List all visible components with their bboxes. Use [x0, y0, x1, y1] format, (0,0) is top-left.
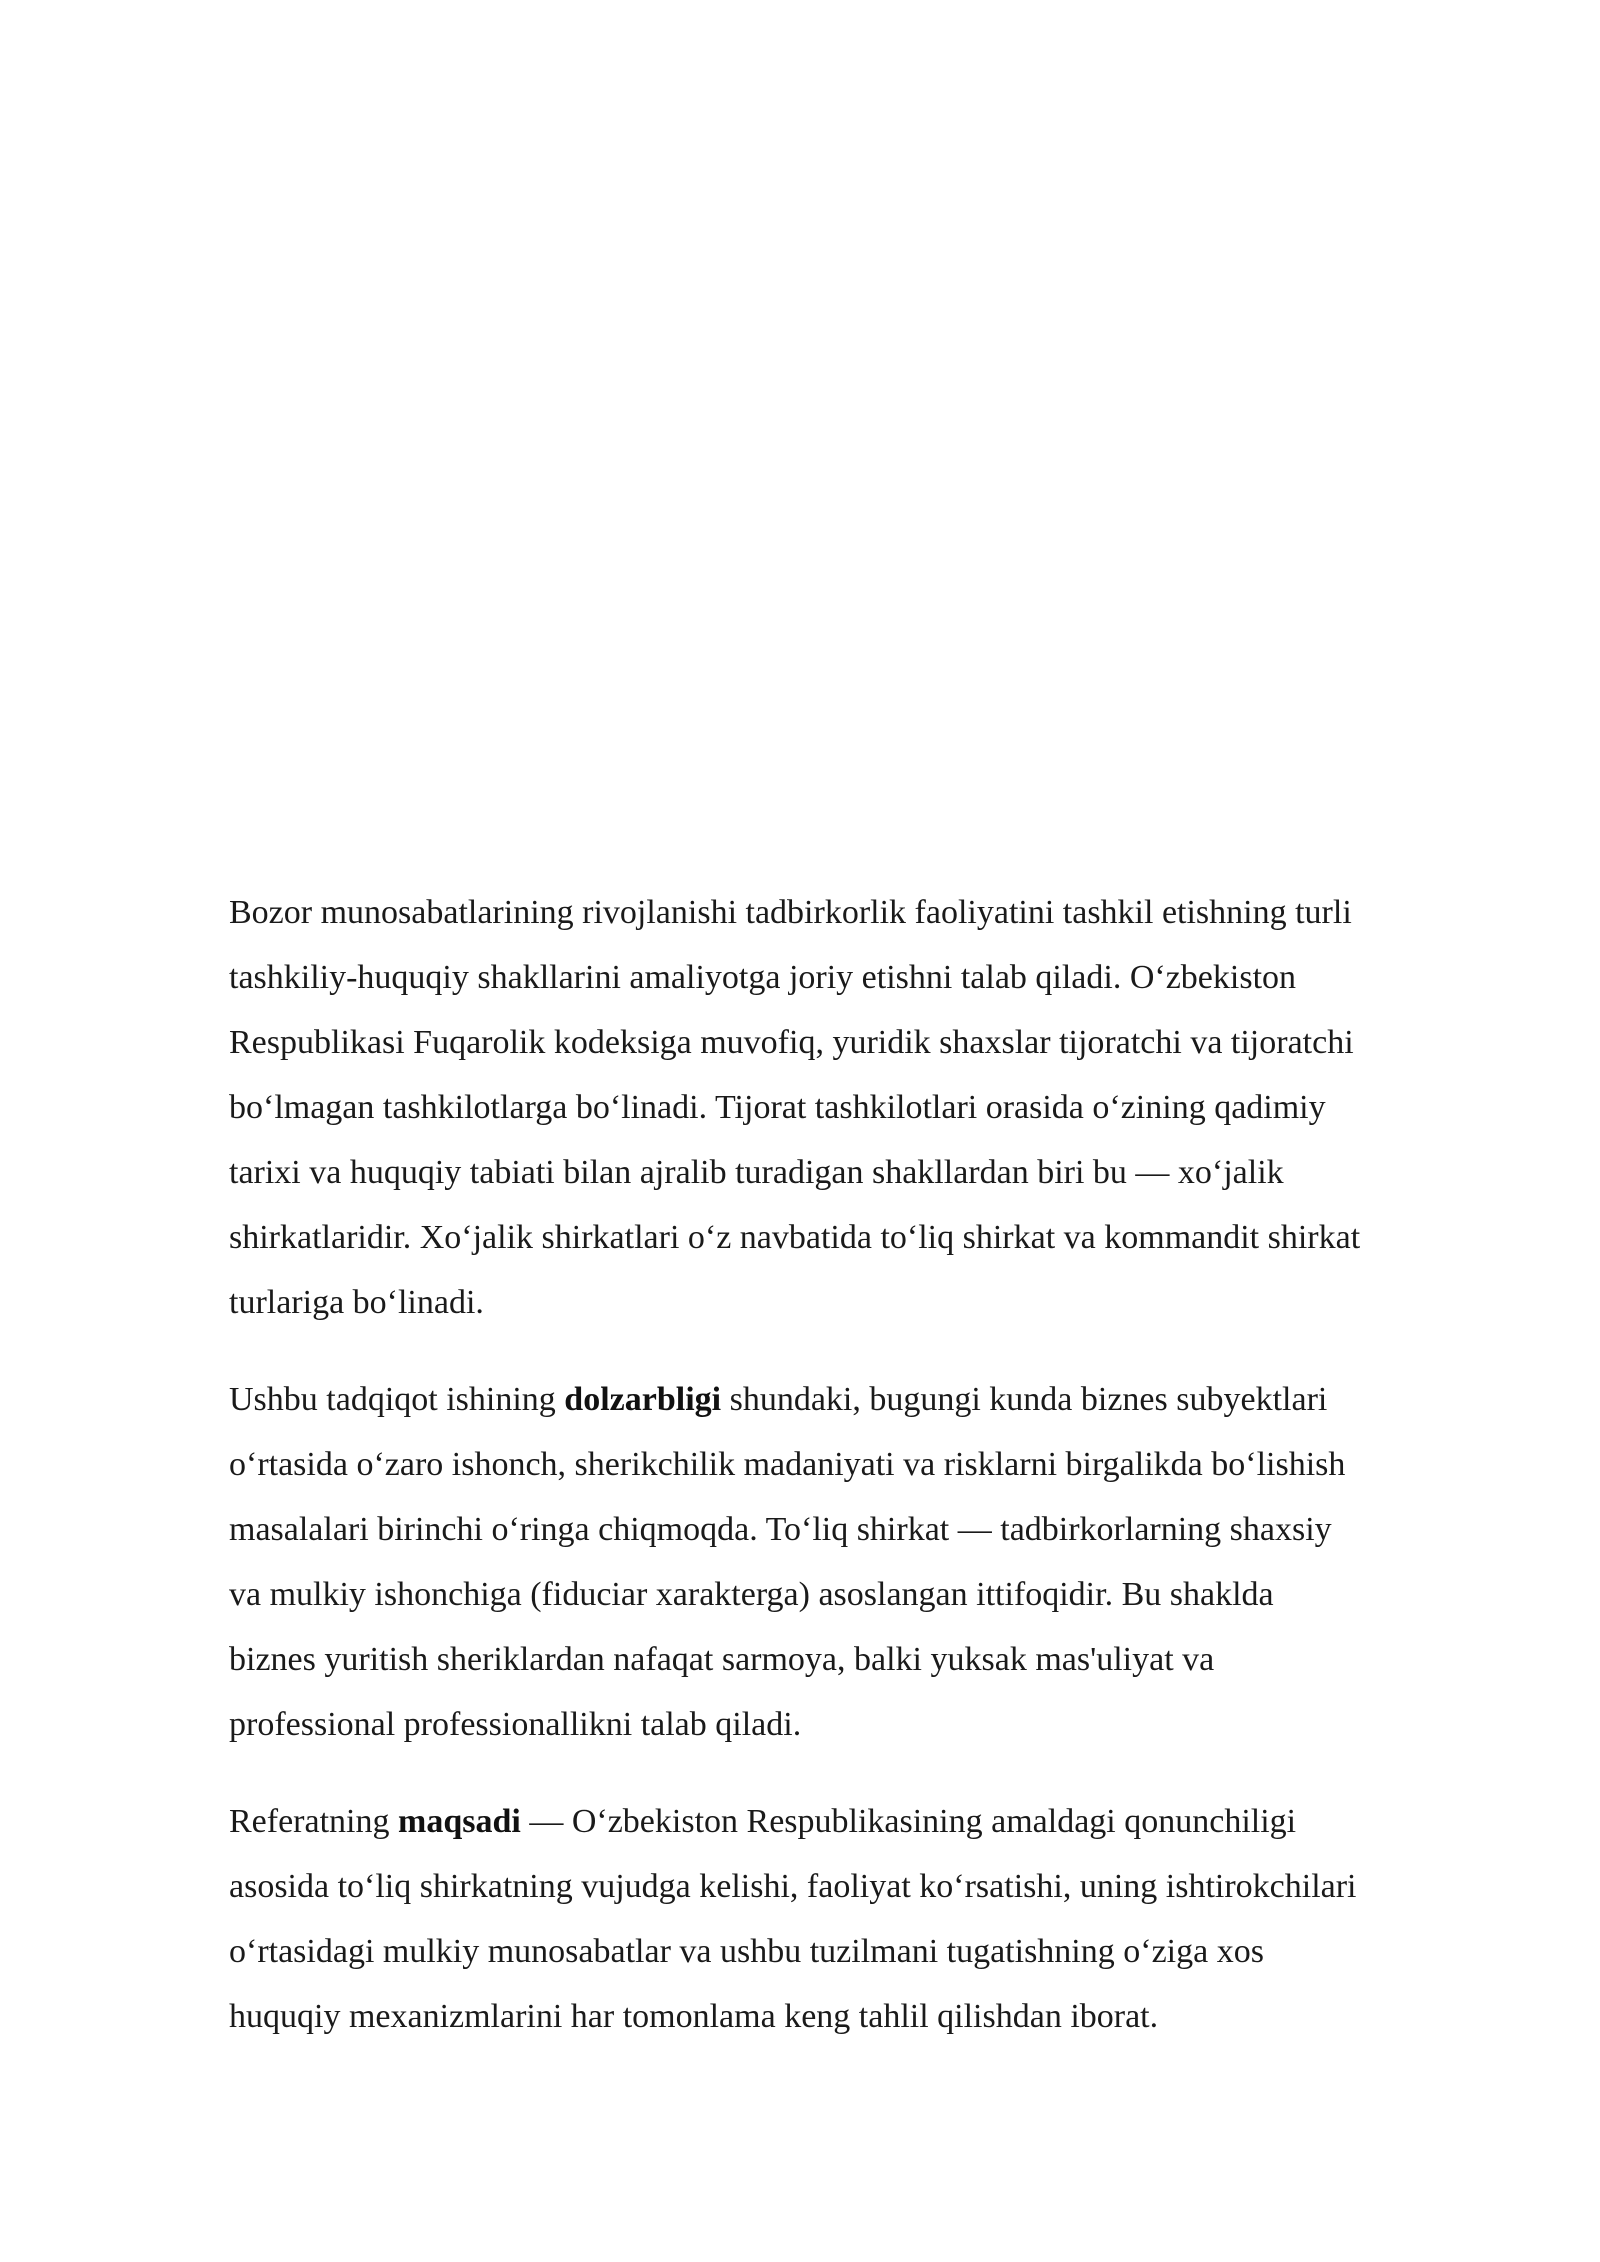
text-line — [229, 1367, 1499, 1432]
text-line: va mulkiy ishonchiga (fiduciar xarakterga) asoslangan ittifoqidir. Bu shaklda — [229, 1576, 1274, 1613]
text-line: o‘rtasida o‘zaro ishonch, sherikchilik madaniyati va risklarni birgalikda bo‘lishish — [229, 1446, 1346, 1483]
text-line — [229, 1789, 1499, 1854]
paragraph-goal — [229, 1789, 1499, 2049]
bold-term-goal: maqsadi — [398, 1803, 521, 1840]
bold-term-relevance: dolzarbligi — [564, 1381, 722, 1418]
text-line: masalalari birinchi o‘ringa chiqmoqda. To‘liq shirkat — tadbirkorlarning shaxsiy — [229, 1511, 1332, 1548]
text-line: turlariga bo‘linadi. — [229, 1284, 484, 1321]
text-segment: shundaki, bugungi kunda biznes subyektlari — [721, 1381, 1328, 1418]
text-line: shirkatlaridir. Xo‘jalik shirkatlari o‘z navbatida to‘liq shirkat va kommandit shirkat — [229, 1219, 1361, 1256]
text-line: o‘rtasidagi mulkiy munosabatlar va ushbu tuzilmani tugatishning o‘ziga xos — [229, 1933, 1264, 1970]
text-segment: Referatning — [229, 1803, 398, 1840]
text-line: tashkiliy-huquqiy shakllarini amaliyotga joriy etishni talab qiladi. O‘zbekiston — [229, 959, 1297, 996]
text-line: huquqiy mexanizmlarini har tomonlama keng tahlil qilishdan iborat. — [229, 1998, 1159, 2035]
text-line: bo‘lmagan tashkilotlarga bo‘linadi. Tijorat tashkilotlari orasida o‘zining qadimiy — [229, 1089, 1326, 1126]
text-line: tarixi va huquqiy tabiati bilan ajralib turadigan shakllardan biri bu — xo‘jalik — [229, 1154, 1284, 1191]
text-line: biznes yuritish sheriklardan nafaqat sarmoya, balki yuksak mas'uliyat va — [229, 1641, 1215, 1678]
text-line: Bozor munosabatlarining rivojlanishi tadbirkorlik faoliyatini tashkil etishning turli — [229, 894, 1352, 931]
text-line: professional professionallikni talab qiladi. — [229, 1706, 802, 1743]
text-segment: Ushbu tadqiqot ishining — [229, 1381, 565, 1418]
document-body — [229, 880, 1499, 2081]
paragraph-intro — [229, 880, 1499, 1335]
text-line: Respublikasi Fuqarolik kodeksiga muvofiq, yuridik shaxslar tijoratchi va tijoratchi — [229, 1024, 1354, 1061]
text-line: asosida to‘liq shirkatning vujudga kelishi, faoliyat ko‘rsatishi, uning ishtirokchilari — [229, 1868, 1357, 1905]
paragraph-relevance — [229, 1367, 1499, 1757]
text-segment: — O‘zbekiston Respublikasining amaldagi qonunchiligi — [520, 1803, 1297, 1840]
